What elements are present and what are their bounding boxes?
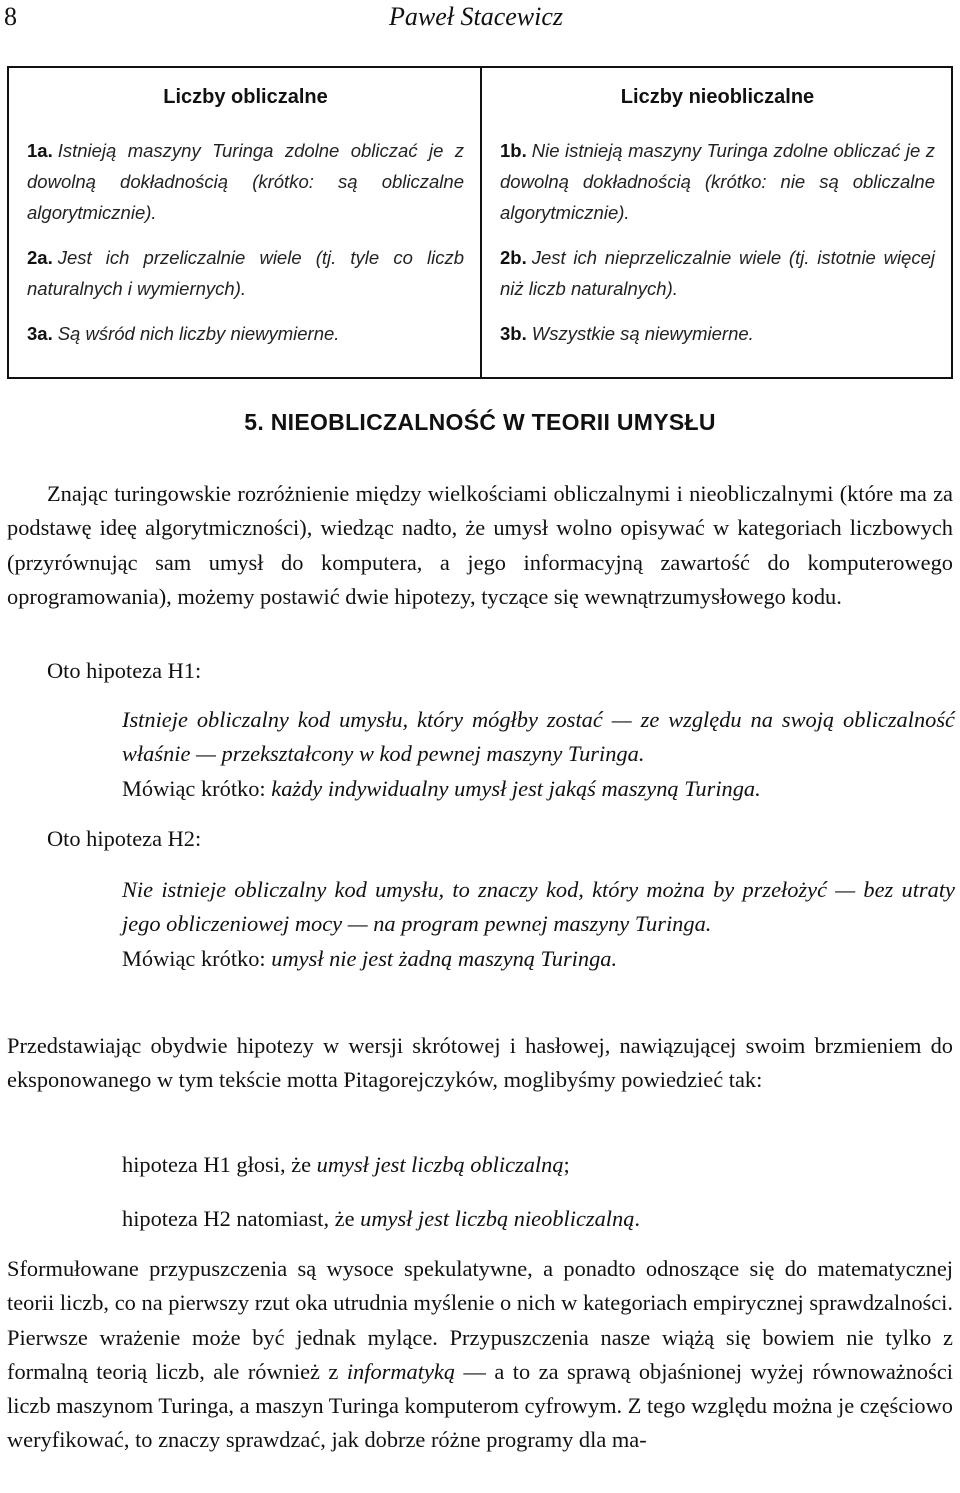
table-cell-2b [500, 242, 935, 304]
item-number: 1a. [27, 140, 53, 161]
hypothesis-text: Istnieje obliczalny kod umysłu, który mógłby zostać — ze względu na swoją obliczalność właśnie — przekształcony w kod pewnej maszyny Turinga. [122, 707, 955, 767]
table-cell-3a [27, 318, 464, 349]
paragraph-intro: Znając turingowskie rozróżnienie między wielkościami obliczalnymi i nieobliczalnymi (które ma za podstawę ideę algorytmiczności), wiedząc nadto, że umysł wolno opisywać w kategoriach liczbowych (przyrównując sam umysł do komputera, a jego informacyjną zawartość do komputerowego oprogramowania), możemy postawić dwie hipotezy, tyczące się wewnątrzumysłowego kodu. [7, 481, 953, 609]
computable-numbers-column [9, 68, 480, 377]
claim-emphasis: umysł jest liczbą nieobliczalną [360, 1206, 635, 1231]
page-number: 8 [4, 2, 17, 31]
claim-suffix: ; [563, 1152, 570, 1177]
running-head-author: Paweł Stacewicz [389, 2, 564, 31]
comparison-table [7, 66, 953, 379]
claim-prefix: hipoteza H2 natomiast, że [122, 1206, 355, 1231]
item-text: Istnieją maszyny Turinga zdolne obliczać je z dowolną dokładnością (krótko: są obliczalne algorytmicznie). [27, 140, 464, 223]
item-number: 1b. [500, 140, 527, 161]
summary-label: Mówiąc krótko: [122, 945, 266, 971]
hypothesis-summary [122, 942, 955, 976]
table-cell-3b [500, 318, 935, 349]
item-number: 3b. [500, 323, 527, 344]
item-text: Nie istnieją maszyny Turinga zdolne obliczać je z dowolną dokładnością (krótko: nie są obliczalne algorytmicznie). [500, 140, 935, 223]
hypothesis-summary [122, 772, 955, 806]
claim-prefix: hipoteza H1 głosi, że [122, 1152, 312, 1177]
hypothesis-h2-statement [122, 873, 955, 976]
table-cell-2a [27, 242, 464, 304]
hypothesis-h1-label: Oto hipoteza H1: [47, 658, 202, 683]
summary-text: każdy indywidualny umysł jest jakąś maszyną Turinga. [271, 775, 761, 801]
uncomputable-numbers-column [480, 68, 951, 377]
table-cell-1b [500, 135, 935, 228]
claim-suffix: . [634, 1206, 641, 1231]
column-heading-computable: Liczby obliczalne [163, 86, 328, 108]
section-heading: 5. NIEOBLICZALNOŚĆ W TEORII UMYSŁU [244, 409, 716, 435]
hypothesis-text: Nie istnieje obliczalny kod umysłu, to znaczy kod, który można by przełożyć — bez utraty jego obliczeniowej mocy — na program pewnej maszyny Turinga. [122, 877, 955, 937]
item-text: Są wśród nich liczby niewymierne. [57, 323, 340, 344]
paragraph-text: Sformułowane przypuszczenia są wysoce spekulatywne, a ponadto odnoszące się do matematycznej teorii liczb, co na pierwszy rzut oka utrudnia myślenie o nich w kategoriach empirycznej sprawdzalności. Pierwsze wrażenie może być jednak mylące. Przypuszczenia nasze wiążą się bowiem nie tylko z formalną teorią liczb, ale również z [7, 1256, 953, 1384]
item-text: Jest ich nieprzeliczalnie wiele (tj. istotnie więcej niż liczb naturalnych). [500, 247, 935, 299]
summary-text: umysł nie jest żadną maszyną Turinga. [271, 945, 618, 971]
item-text: Wszystkie są niewymierne. [531, 323, 754, 344]
claim-emphasis: umysł jest liczbą obliczalną [316, 1152, 564, 1177]
item-text: Jest ich przeliczalnie wiele (tj. tyle co liczb naturalnych i wymiernych). [27, 247, 464, 299]
item-number: 3a. [27, 323, 53, 344]
claim-h2 [122, 1202, 640, 1236]
claim-h1 [122, 1148, 570, 1182]
paragraph-text: — a to za sprawą objaśnionej wyżej równoważności liczb maszynom Turinga, a maszyn Turinga komputerom cyfrowym. Z tego względu można je częściowo weryfikować, to znaczy sprawdzać, jak dobrze różne programy dla ma- [7, 1358, 953, 1453]
paragraph-emphasis: informatyką [346, 1358, 456, 1384]
column-heading-uncomputable: Liczby nieobliczalne [620, 86, 815, 108]
table-cell-1a [27, 135, 464, 228]
item-number: 2a. [27, 247, 53, 268]
paragraph-summary: Przedstawiając obydwie hipotezy w wersji skrótowej i hasłowej, nawiązującej swoim brzmieniem do eksponowanego w tym tekście motta Pitagorejczyków, moglibyśmy powiedzieć tak: [7, 1033, 953, 1093]
summary-label: Mówiąc krótko: [122, 775, 266, 801]
item-number: 2b. [500, 247, 527, 268]
paragraph-discussion [7, 1252, 953, 1458]
hypothesis-h1-statement [122, 703, 955, 806]
hypothesis-h2-label: Oto hipoteza H2: [47, 826, 202, 851]
